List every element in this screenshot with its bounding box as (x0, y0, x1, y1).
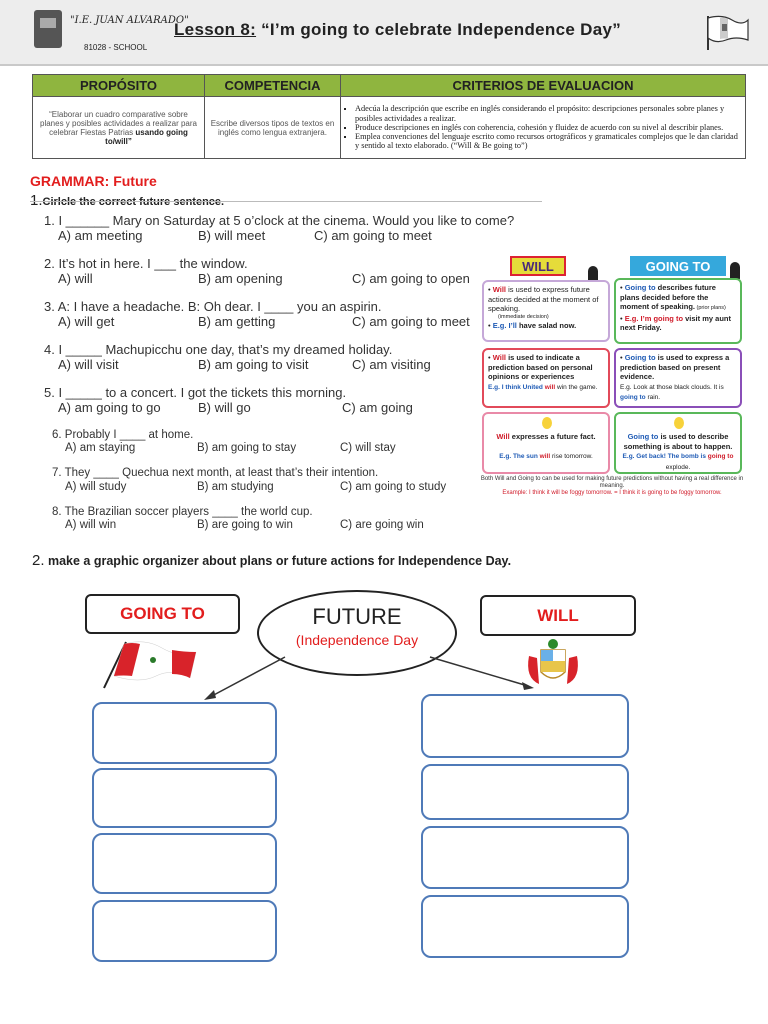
header-proposito: PROPÓSITO (33, 75, 205, 97)
exercise1-title: 1.Cirlcle the correct future sentence. (30, 192, 225, 209)
criterio-item: ▪ Emplea convenciones del lenguaje escrito como recursos ortográficos y gramaticales complejos que le dan claridad y sentido al texto elaborado. (“Will & Be going to”) (355, 132, 741, 150)
will-rule-3: Will expresses a future fact. E.g. The sun will rise tomorrow. (482, 412, 610, 474)
option-7c[interactable]: C) am going to study (340, 481, 447, 493)
question-8: 8. The Brazilian soccer players ____ the world cup. (52, 506, 313, 518)
will-answer-box[interactable] (421, 826, 629, 889)
option-2a[interactable]: A) will (58, 271, 93, 286)
will-header: WILL (510, 256, 566, 276)
will-label: WILL (480, 595, 636, 636)
going-to-answer-box[interactable] (92, 900, 277, 962)
option-8c[interactable]: C) are going win (340, 519, 424, 531)
option-2c[interactable]: C) am going to open (352, 271, 470, 286)
going-to-header: GOING TO (630, 256, 726, 276)
option-6a[interactable]: A) am staying (65, 442, 136, 454)
option-2b[interactable]: B) am opening (198, 271, 283, 286)
going-to-rule-1: • Going to describes future plans decided before the moment of speaking. (prior plans) • E.g. I’m going to visit my aunt next Friday. (614, 278, 742, 344)
option-4c[interactable]: C) am visiting (352, 357, 431, 372)
lesson-text: “I’m going to celebrate Independence Day” (256, 20, 622, 39)
future-subtitle: (Independence Day (295, 632, 419, 648)
option-5c[interactable]: C) am going (342, 400, 413, 415)
grammar-title: GRAMMAR: Future (30, 173, 157, 189)
panel-note: Both Will and Going to can be used for making future predictions without having a real difference in meaning. Example: I think it will be foggy tomorrow. = I think it is going to be foggy tomorrow. (480, 476, 744, 496)
future-word: FUTURE (312, 604, 402, 629)
option-5b[interactable]: B) will go (198, 400, 251, 415)
header-criterios: CRITERIOS DE EVALUACION (341, 75, 746, 97)
option-3c[interactable]: C) am going to meet (352, 314, 470, 329)
going-to-rule-3: Going to is used to describe something is about to happen. E.g. Get back! The bomb is going to explode. (614, 412, 742, 474)
criterio-item: ▪ Produce descripciones en inglés con coherencia, cohesión y fluidez de acuerdo con su nivel al describir planes. (355, 123, 741, 132)
question-7: 7. They ____ Quechua next month, at least that’s their intention. (52, 467, 379, 479)
question-4: 4. I _____ Machupicchu one day, that’s my dreamed holiday. (44, 342, 393, 357)
will-rule-2: • Will is used to indicate a prediction based on personal opinions or experiences E.g. I think United will win the game. (482, 348, 610, 408)
criterio-item: ▪ Adecúa la descripción que escribe en inglés considerando el propósito: descripciones personales sobre planes y posibles actividades a realizar. (355, 104, 741, 122)
proposito-cell: “Elaborar un cuadro comparative sobre planes y posibles actividades a realizar para celebrar Fiestas Patrias usando going to/will” (33, 97, 205, 159)
option-4b[interactable]: B) am going to visit (198, 357, 309, 372)
option-4a[interactable]: A) will visit (58, 357, 119, 372)
question-2: 2. It’s hot in here. I ___ the window. (44, 256, 248, 271)
going-to-answer-box[interactable] (92, 702, 277, 764)
will-answer-box[interactable] (421, 694, 629, 758)
header-competencia: COMPETENCIA (205, 75, 341, 97)
option-8a[interactable]: A) will win (65, 519, 117, 531)
going-to-rule-2: • Going to is used to express a prediction based on present evidence. E.g. Look at those black clouds. It is going to rain. (614, 348, 742, 408)
question-3: 3. A: I have a headache. B: Oh dear. I ____ you an aspirin. (44, 299, 382, 314)
coat-of-arms-icon (525, 638, 581, 688)
option-6c[interactable]: C) will stay (340, 442, 396, 454)
school-code: 81028 - SCHOOL (84, 43, 148, 52)
option-8b[interactable]: B) are going to win (197, 519, 293, 531)
option-6b[interactable]: B) am going to stay (197, 442, 297, 454)
peru-flag-icon (100, 638, 200, 690)
will-answer-box[interactable] (421, 895, 629, 958)
option-1a[interactable]: A) am meeting (58, 228, 143, 243)
question-6: 6. Probably I ____ at home. (52, 429, 194, 441)
exercise2-title: 2. make a graphic organizer about plans or future actions for Independence Day. (32, 552, 512, 569)
lesson-label: Lesson 8: (174, 20, 257, 39)
competencia-cell: Escribe diversos tipos de textos en inglés como lengua extranjera. (205, 97, 341, 159)
will-rule-1: • Will is used to express future actions decided at the moment of speaking. (immediate decision) • E.g. I’ll have salad now. (482, 280, 610, 342)
option-7a[interactable]: A) will study (65, 481, 127, 493)
option-5a[interactable]: A) am going to go (58, 400, 161, 415)
option-3b[interactable]: B) am getting (198, 314, 276, 329)
will-answer-box[interactable] (421, 764, 629, 820)
school-name: "I.E. JUAN ALVARADO" (70, 15, 189, 26)
option-1c[interactable]: C) am going to meet (314, 228, 432, 243)
going-to-answer-box[interactable] (92, 768, 277, 828)
option-7b[interactable]: B) am studying (197, 481, 274, 493)
question-5: 5. I _____ to a concert. I got the tickets this morning. (44, 385, 347, 400)
going-to-label: GOING TO (85, 594, 240, 634)
option-1b[interactable]: B) will meet (198, 228, 266, 243)
question-1: 1. I ______ Mary on Saturday at 5 o’clock at the cinema. Would you like to come? (44, 213, 515, 228)
option-3a[interactable]: A) will get (58, 314, 115, 329)
going-to-answer-box[interactable] (92, 833, 277, 894)
